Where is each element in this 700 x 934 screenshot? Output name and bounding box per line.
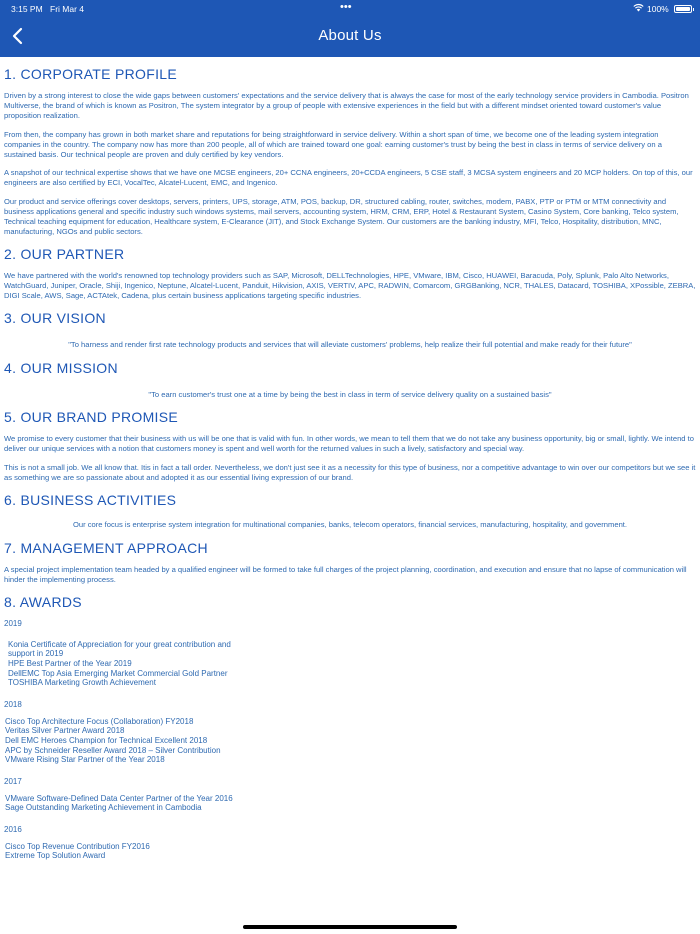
nav-bar — [0, 17, 700, 57]
paragraph: Our core focus is enterprise system integration for multinational companies, banks, telecom operators, financial services, manufacturing, hospitality, and government. — [72, 520, 628, 530]
award-year: 2016 — [4, 824, 22, 834]
award-item: VMware Software-Defined Data Center Partner of the Year 2016 — [5, 793, 233, 803]
section-heading: 1. CORPORATE PROFILE — [4, 66, 177, 82]
status-time: 3:15 PM — [11, 4, 43, 14]
section-heading: 2. OUR PARTNER — [4, 245, 125, 262]
award-list — [4, 794, 696, 813]
award-year: 2018 — [4, 699, 22, 709]
multitasking-dots-icon[interactable]: ••• — [340, 1, 352, 13]
award-item: Cisco Top Revenue Contribution FY2016 — [5, 841, 150, 851]
paragraph: Driven by a strong interest to close the wide gaps between customers' expectations and the service delivery that is always the case for most of the early technology service providers in Cambodia. Positron Multiverse, the brand of which is known as Positron, The system integrator by a group of people with extensive experiences in the field but with a different mindset oriented toward customer's value proposition realization. — [4, 91, 689, 120]
battery-icon — [674, 5, 692, 13]
section-management-approach — [4, 540, 696, 585]
award-item: HPE Best Partner of the Year 2019 — [8, 658, 132, 668]
section-mission — [4, 360, 696, 400]
award-item: DellEMC Top Asia Emerging Market Commercial Gold Partner — [8, 668, 228, 678]
home-indicator[interactable] — [243, 925, 457, 929]
award-item: Cisco Top Architecture Focus (Collaboration) FY2018 — [5, 716, 194, 726]
award-item: Extreme Top Solution Award — [5, 851, 106, 861]
section-heading: 4. OUR MISSION — [4, 359, 118, 376]
award-item: APC by Schneider Reseller Award 2018 – Silver Contribution — [5, 745, 221, 755]
award-item: TOSHIBA Marketing Growth Achievement — [8, 678, 156, 688]
status-bar — [0, 0, 700, 17]
mission-quote: "To earn customer's trust one at a time by being the best in class in term of service delivery quality on a sustained basis" — [148, 389, 552, 399]
paragraph: We have partnered with the world's renowned top technology providers such as SAP, Microsoft, DELLTechnologies, HPE, VMware, IBM, Cisco, HUAWEI, Baracuda, Poly, Splunk, Palo Alto Networks, WatchGuard, Juniper, Oracle, Shiji, Ingenico, Neptune, Alcatel-Lucent, Panduit, Hikvision, AXIS, VERTIV, APC, RADWIN, Comarcom, GRGBanking, NCR, THALES, Datacard, TOSHIBA, XPossible, ZEBRA, DIGI Scale, AWS, Sage, ACTAtek, Cadena, plus certain business applications targeting specific industries. — [4, 270, 696, 300]
battery-percent: 100% — [647, 4, 669, 14]
award-year: 2017 — [4, 776, 22, 786]
award-item: Sage Outstanding Marketing Achievement in Cambodia — [5, 803, 202, 813]
section-awards — [4, 594, 696, 861]
wifi-icon — [633, 3, 644, 14]
vision-quote: "To harness and render first rate technology products and services that will alleviate customers' problems, help realize their full potential and make ready for their future" — [68, 339, 632, 349]
award-item: Dell EMC Heroes Champion for Technical Excellent 2018 — [5, 735, 208, 745]
award-year: 2019 — [4, 618, 22, 628]
paragraph: This is not a small job. We all know that. Itis in fact a tall order. Nevertheless, we don't just see it as a necessity for this type of business, nor a competitive advantage to win over our competitors but we see it as something we are so passionate about and adopted it as our essential living expression of our brand. — [4, 463, 696, 483]
section-heading: 8. AWARDS — [4, 593, 82, 610]
paragraph: A snapshot of our technical expertise shows that we have one MCSE engineers, 20+ CCNA engineers, 20+CCDA engineers, 5 CSE staff, 3 MCSA system engineers and 20 MCP holders. On top of this, our engineers are also certified by ECI, VocalTec, Alcatel-Lucent, EMC, and Ingenico. — [4, 168, 693, 188]
award-list — [4, 717, 696, 765]
award-item: Veritas Silver Partner Award 2018 — [5, 726, 125, 736]
paragraph: We promise to every customer that their business with us will be one that is valid with fun. In other words, we mean to tell them that we do not take any business opportunity, big or small, lightly. We intend to deliver our unique services with a notion that customers money is spent and well worth for the returned values in such a lively, satisfactory and special way. — [4, 434, 694, 454]
section-heading: 5. OUR BRAND PROMISE — [4, 409, 179, 426]
section-vision — [4, 310, 696, 350]
section-brand-promise — [4, 409, 696, 483]
section-heading: 6. BUSINESS ACTIVITIES — [4, 492, 177, 509]
paragraph: From then, the company has grown in both market share and reputations for being straightforward in service delivery. Within a short span of time, we become one of the leading system integration companies in the country. The company now has more than 200 people, all of which are trained toward one goal: earning customer's trust by being the best in class in terms of service delivery on a sustained basis. Our technical people are proven and duly certified by key vendors. — [4, 129, 662, 159]
paragraph: A special project implementation team headed by a qualified engineer will be formed to take full charges of the project planning, coordination, and execution and ensure that no lapse of communication will hinder the implementing process. — [4, 564, 687, 584]
section-heading: 3. OUR VISION — [4, 309, 106, 326]
award-list — [4, 842, 696, 861]
award-item: VMware Rising Star Partner of the Year 2018 — [5, 755, 165, 765]
about-content[interactable] — [0, 57, 700, 934]
page-title: About Us — [318, 27, 382, 44]
section-business-activities — [4, 492, 696, 530]
paragraph: Our product and service offerings cover desktops, servers, printers, UPS, storage, ATM, POS, backup, DR, structured cabling, router, switches, modem, PABX, PTP or PTM or MTM connectivity and business applications general and specific industry such windows systems, mail servers, accounting system, HRM, CRM, ERP, Hotel & Restaurant System, Casino System, Core banking, Telco system, Technical teaching equipment for education, Healthcare system, E-Clearance (JIT), and Stock Exchange System. Our customers are the banking industry, MFI, Telco, Hospitality, distribution, MNC, manufacturing, NGOs and public sectors. — [4, 197, 679, 236]
award-item: Konia Certificate of Appreciation for your great contribution and — [8, 639, 231, 649]
award-item: support in 2019 — [8, 649, 64, 659]
status-date: Fri Mar 4 — [50, 4, 84, 14]
award-list — [4, 640, 696, 688]
section-heading: 7. MANAGEMENT APPROACH — [4, 539, 208, 556]
section-corporate-profile — [4, 66, 696, 237]
section-partner — [4, 246, 696, 301]
